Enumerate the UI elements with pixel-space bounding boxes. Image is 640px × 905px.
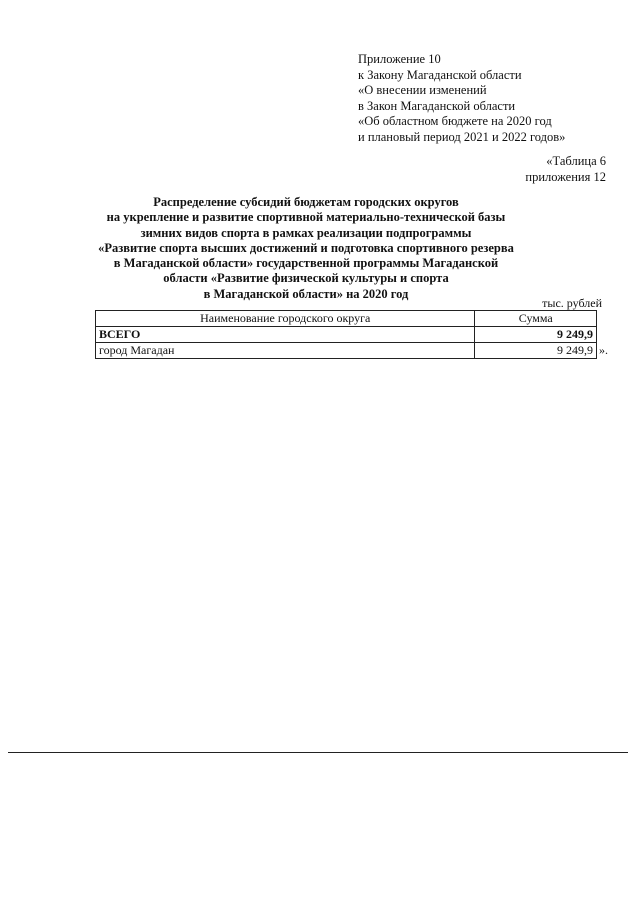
- table-header-row: [96, 311, 597, 327]
- annex-header: [358, 52, 628, 145]
- title-line: Распределение субсидий бюджетам городских округов: [153, 195, 459, 209]
- annex-line: к Закону Магаданской области: [358, 67, 522, 82]
- title-line: в Магаданской области» на 2020 год: [203, 286, 409, 301]
- title-line: на укрепление и развитие спортивной материально-технической базы: [106, 210, 506, 225]
- table-row: [96, 343, 597, 359]
- closing-quote-mark: ».: [599, 343, 608, 357]
- title-line: зимних видов спорта в рамках реализации подпрограммы: [140, 225, 472, 240]
- annex-line: «Об областном бюджете на 2020 год: [358, 114, 552, 128]
- cell-district-name: ВСЕГО: [96, 327, 475, 343]
- annex-line: Приложение 10: [358, 52, 441, 66]
- annex-line: и плановый период 2021 и 2022 годов»: [358, 129, 566, 144]
- distribution-table: [95, 310, 597, 359]
- title-line: в Магаданской области» государственной программы Магаданской: [113, 256, 499, 271]
- cell-amount: 9 249,9: [475, 343, 597, 359]
- title-line: «Развитие спорта высших достижений и подготовка спортивного резерва: [98, 240, 514, 255]
- footer-divider: [8, 752, 628, 753]
- cell-district-name: город Магадан: [96, 343, 475, 359]
- cell-amount: 9 249,9: [475, 327, 597, 343]
- document-title: [86, 195, 526, 302]
- table-reference-line: приложения 12: [525, 170, 606, 184]
- table-reference: [525, 153, 606, 185]
- column-header-district: Наименование городского округа: [96, 311, 475, 327]
- table-row-total: [96, 327, 597, 343]
- column-header-amount: Сумма: [475, 311, 597, 327]
- annex-line: в Закон Магаданской области: [358, 98, 516, 113]
- table-reference-line: «Таблица 6: [546, 154, 606, 168]
- units-label: тыс. рублей: [542, 296, 602, 310]
- annex-line: «О внесении изменений: [358, 83, 487, 97]
- title-line: области «Развитие физической культуры и спорта: [163, 271, 449, 286]
